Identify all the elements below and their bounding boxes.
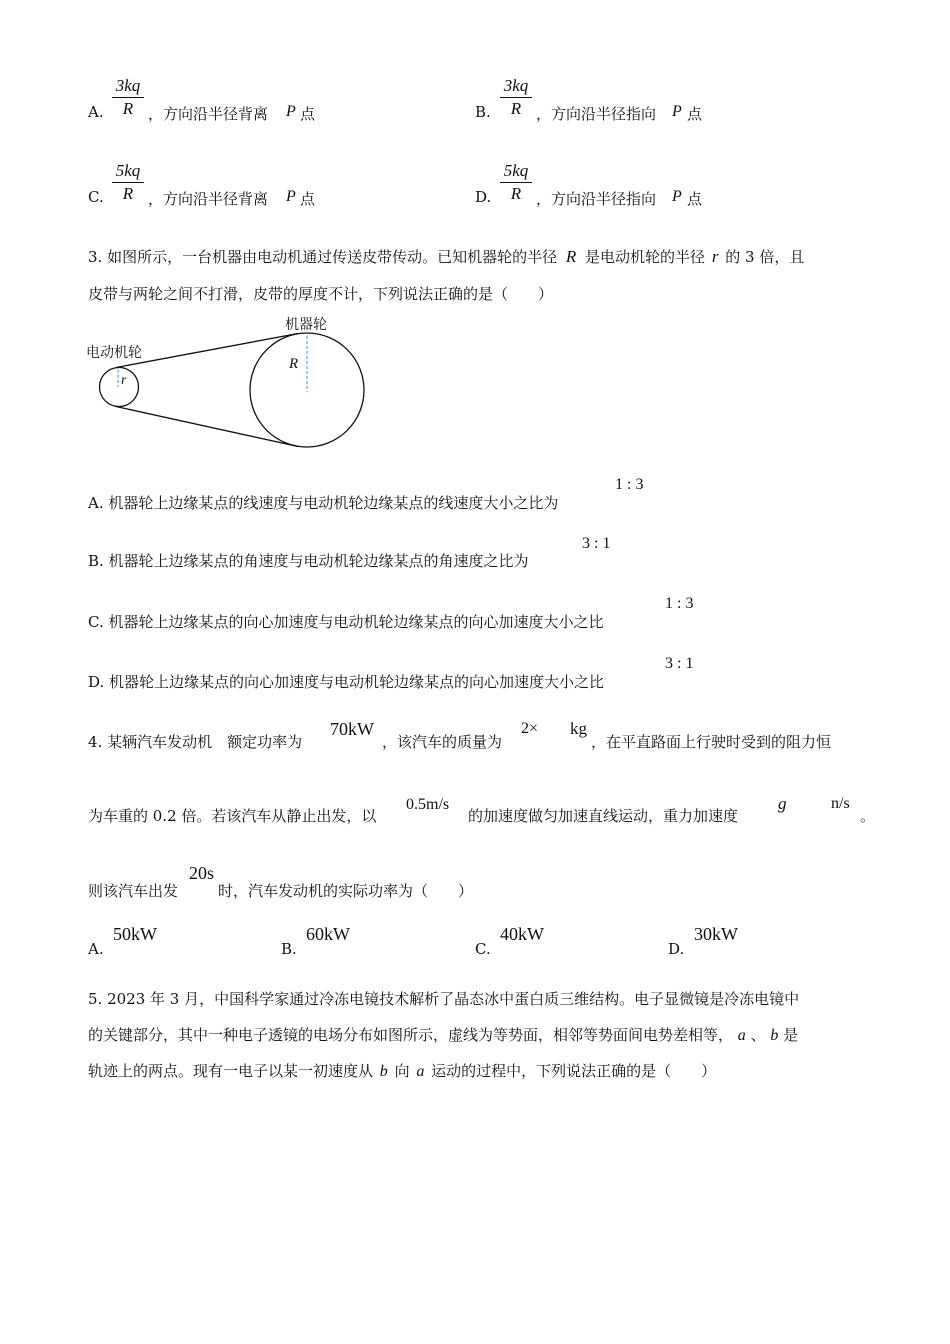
- fraction: [500, 161, 532, 205]
- separator: 、: [750, 1026, 766, 1044]
- option-text: ，方向沿半径指向: [536, 190, 657, 208]
- question-text: 为车重的 0.2 倍。若该汽车从静止出发，以: [88, 807, 377, 825]
- question-5-line-2: [88, 1024, 798, 1045]
- option-value: 60kW: [306, 924, 350, 944]
- question-text: 是: [783, 1026, 799, 1044]
- question-text: 时，汽车发动机的实际功率为（ ）: [218, 882, 474, 900]
- question-5-line-3: [88, 1060, 716, 1081]
- question-text: 向: [394, 1062, 410, 1080]
- g-unit: n/s: [831, 795, 850, 812]
- option-text: ，方向沿半径背离: [148, 105, 269, 123]
- ratio-value: 1 : 3: [665, 595, 694, 612]
- fraction: [500, 76, 532, 120]
- big-radius-label: R: [289, 356, 299, 372]
- fraction-denominator: R: [122, 184, 134, 203]
- ratio-value: 3 : 1: [665, 655, 694, 672]
- question-text: 的关键部分，其中一种电子透镜的电场分布如图所示，虚线为等势面，相邻等势面间电势差相等，: [88, 1026, 734, 1044]
- q3-option-b: [88, 550, 529, 571]
- question-3-line-2: 皮带与两轮之间不打滑，皮带的厚度不计，下列说法正确的是（ ）: [88, 285, 554, 303]
- point-p: P: [286, 103, 296, 120]
- mass-value: 2×: [521, 720, 539, 737]
- point-a: a: [737, 1027, 746, 1044]
- symbol-small-r: r: [711, 247, 719, 266]
- option-letter: C.: [88, 188, 104, 206]
- time-value: 20s: [189, 863, 215, 883]
- question-text: 轨迹上的两点。现有一电子以某一初速度从: [88, 1062, 374, 1080]
- fraction-numerator: 3kq: [503, 76, 529, 95]
- question-text: 是电动机轮的半径: [585, 248, 706, 266]
- option-letter: D.: [668, 940, 685, 958]
- option-tail: 点: [687, 105, 703, 123]
- option-value: 30kW: [694, 924, 738, 944]
- belt-lower: [116, 407, 298, 447]
- symbol-g: g: [778, 794, 787, 813]
- motor-wheel-circle: [100, 368, 139, 407]
- ratio-value: 3 : 1: [582, 535, 611, 552]
- point-b: b: [379, 1063, 388, 1080]
- option-value: 50kW: [113, 924, 157, 944]
- fraction-numerator: 5kq: [503, 161, 529, 180]
- ratio-value: 1 : 3: [615, 476, 644, 493]
- option-tail: 点: [300, 105, 316, 123]
- point-p: P: [286, 188, 296, 205]
- option-text: B. 机器轮上边缘某点的角速度与电动机轮边缘某点的角速度之比为: [88, 552, 529, 570]
- machine-wheel-label: 机器轮: [285, 317, 327, 333]
- point-a: a: [416, 1063, 425, 1080]
- belt-upper: [116, 334, 298, 368]
- fraction: [112, 161, 144, 205]
- fraction-denominator: R: [510, 99, 522, 118]
- option-letter: B.: [475, 103, 491, 121]
- option-text: ，方向沿半径指向: [536, 105, 657, 123]
- rated-power: 70kW: [330, 719, 374, 739]
- option-letter: D.: [475, 188, 492, 206]
- option-letter: A.: [88, 103, 104, 121]
- question-text: 的加速度做匀加速直线运动，重力加速度: [468, 807, 739, 825]
- belt-drive-diagram: [80, 300, 390, 460]
- point-p: P: [672, 103, 682, 120]
- machine-wheel-circle: [250, 333, 364, 447]
- fraction-numerator: 3kq: [115, 76, 141, 95]
- option-letter: B.: [281, 940, 297, 958]
- small-radius-label: r: [121, 373, 127, 388]
- point-p: P: [672, 188, 682, 205]
- option-text: C. 机器轮上边缘某点的向心加速度与电动机轮边缘某点的向心加速度大小之比: [88, 613, 604, 631]
- option-text: A. 机器轮上边缘某点的线速度与电动机轮边缘某点的线速度大小之比为: [88, 494, 559, 512]
- fraction-denominator: R: [510, 184, 522, 203]
- question-text: 4. 某辆汽车发动机 额定功率为: [88, 733, 303, 751]
- fraction: [112, 76, 144, 120]
- question-text: 5. 2023 年 3 月，中国科学家通过冷冻电镜技术解析了晶态冰中蛋白质三维结构。电子显微镜是冷冻电镜中: [88, 990, 800, 1008]
- q3-option-a: [88, 492, 558, 513]
- option-tail: 点: [300, 190, 316, 208]
- fraction-numerator: 5kq: [115, 161, 141, 180]
- question-text: ，该汽车的质量为: [382, 733, 503, 751]
- question-text: 3. 如图所示，一台机器由电动机通过传送皮带传动。已知机器轮的半径: [88, 248, 558, 266]
- option-letter: A.: [88, 940, 104, 958]
- q3-option-c: [88, 611, 603, 632]
- option-letter: C.: [475, 940, 491, 958]
- fraction-denominator: R: [122, 99, 134, 118]
- question-text: 运动的过程中，下列说法正确的是（ ）: [431, 1062, 717, 1080]
- question-text: 。: [860, 807, 876, 825]
- point-b: b: [770, 1027, 779, 1044]
- question-3-line-1: [88, 246, 804, 267]
- question-text: 的 3 倍，且: [725, 248, 805, 266]
- symbol-big-r: R: [565, 247, 577, 266]
- option-value: 40kW: [500, 924, 544, 944]
- question-text: ，在平直路面上行驶时受到的阻力恒: [591, 733, 832, 751]
- option-text: D. 机器轮上边缘某点的向心加速度与电动机轮边缘某点的向心加速度大小之比: [88, 673, 605, 691]
- option-tail: 点: [687, 190, 703, 208]
- question-text: 则该汽车出发: [88, 882, 179, 900]
- acceleration-value: 0.5m/s: [406, 796, 450, 813]
- option-text: ，方向沿半径背离: [148, 190, 269, 208]
- motor-wheel-label: 电动机轮: [86, 345, 142, 361]
- mass-unit: kg: [570, 719, 587, 738]
- q3-option-d: [88, 671, 604, 692]
